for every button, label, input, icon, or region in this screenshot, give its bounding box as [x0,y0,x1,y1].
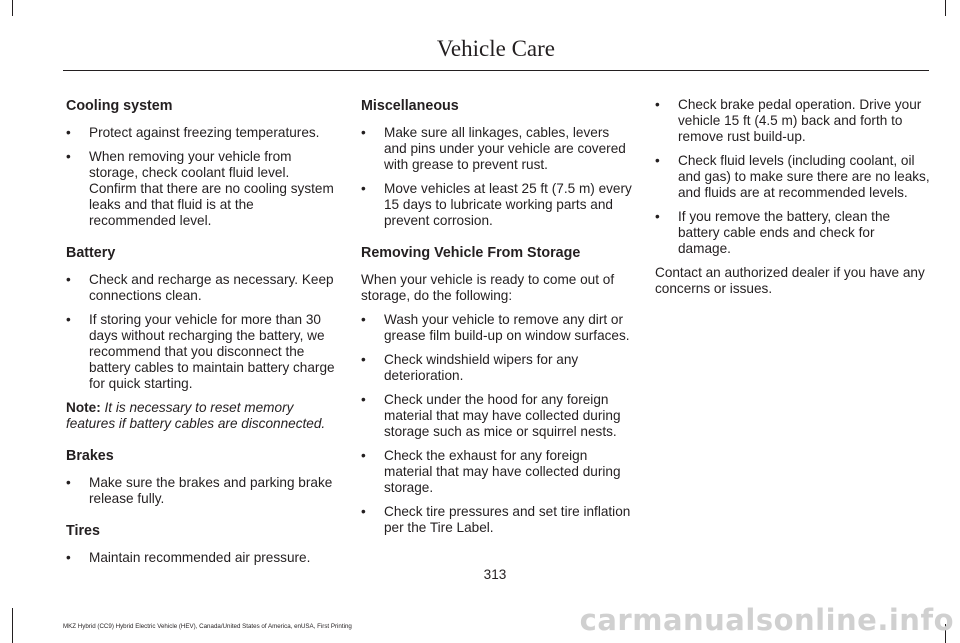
section-heading: Removing Vehicle From Storage [361,245,581,261]
list-item: • If storing your vehicle for more than 30 days without recharging the battery, we recommend that you disconnect the battery cables to maintain battery charge for quick starting. [66,312,335,391]
bullet-icon: • [66,272,71,287]
section-battery [66,244,338,432]
bullet-icon: • [361,392,366,407]
crop-mark-top-right [945,0,946,16]
bullet-icon: • [66,312,71,327]
bullet-list [66,272,338,392]
list-item: • Move vehicles at least 25 ft (7.5 m) every 15 days to lubricate working parts and prevent corrosion. [361,181,632,228]
bullet-list [361,312,633,536]
section-heading: Battery [66,245,116,261]
column-middle [361,97,633,551]
bullet-icon: • [66,550,71,565]
section-heading: Brakes [66,448,114,464]
list-item: • Check brake pedal operation. Drive your vehicle 15 ft (4.5 m) back and forth to remove rust build-up. [655,97,922,144]
section-tires [66,522,338,566]
bullet-icon: • [66,475,71,490]
list-item: • Check the exhaust for any foreign material that may have collected during storage. [361,448,621,495]
note-text: It is necessary to reset memory features if battery cables are disconnected. [66,400,326,431]
list-item: • When removing your vehicle from storage, check coolant fluid level. Confirm that there are no cooling system leaks and that fluid is at the recommended level. [66,149,334,228]
section-heading: Tires [66,523,100,539]
section-removing-from-storage [361,244,633,536]
list-item: • Check and recharge as necessary. Keep connections clean. [66,272,334,303]
watermark: carmanualsonline.info [579,603,954,637]
list-item: • Maintain recommended air pressure. [66,550,311,565]
list-item: • Check tire pressures and set tire inflation per the Tire Label. [361,504,631,535]
section-cooling-system [66,97,338,229]
list-item: • Check windshield wipers for any deterioration. [361,352,579,383]
bullet-list [655,97,930,257]
bullet-list [66,475,338,507]
note-label: Note: [66,400,101,415]
list-item: • Protect against freezing temperatures. [66,125,320,140]
footer-text: MKZ Hybrid (CC9) Hybrid Electric Vehicle (HEV), Canada/United States of America, enUSA, First Printing [63,623,352,630]
bullet-icon: • [361,312,366,327]
page-number: 313 [483,567,507,582]
bullet-icon: • [361,504,366,519]
closing-paragraph: Contact an authorized dealer if you have any concerns or issues. [655,265,925,296]
bullet-icon: • [655,97,660,112]
bullet-icon: • [66,125,71,140]
crop-mark-top-left [12,0,13,16]
bullet-icon: • [361,125,366,140]
page-title: Vehicle Care [436,36,555,61]
list-item: • If you remove the battery, clean the battery cable ends and check for damage. [655,209,891,256]
bullet-list [66,125,338,229]
list-item: • Make sure the brakes and parking brake release fully. [66,475,333,506]
list-item: • Check under the hood for any foreign material that may have collected during storage such as mice or squirrel nests. [361,392,621,439]
bullet-icon: • [361,181,366,196]
section-brakes [66,447,338,507]
section-heading: Miscellaneous [361,98,459,114]
bullet-list [66,550,338,566]
column-right [655,97,930,311]
bullet-icon: • [361,352,366,367]
crop-mark-bottom-left [12,608,13,643]
list-item: • Make sure all linkages, cables, levers and pins under your vehicle are covered with grease to prevent rust. [361,125,626,172]
header-rule [63,70,929,71]
bullet-icon: • [655,153,660,168]
section-heading: Cooling system [66,98,173,114]
list-item: • Wash your vehicle to remove any dirt or grease film build-up on window surfaces. [361,312,630,343]
list-item: • Check fluid levels (including coolant, oil and gas) to make sure there are no leaks, and fluids are at recommended levels. [655,153,930,200]
note [66,400,338,432]
section-miscellaneous [361,97,633,229]
intro-paragraph: When your vehicle is ready to come out of storage, do the following: [361,272,615,303]
bullet-icon: • [361,448,366,463]
bullet-list [361,125,633,229]
bullet-icon: • [66,149,71,164]
column-left [66,97,338,581]
bullet-icon: • [655,209,660,224]
